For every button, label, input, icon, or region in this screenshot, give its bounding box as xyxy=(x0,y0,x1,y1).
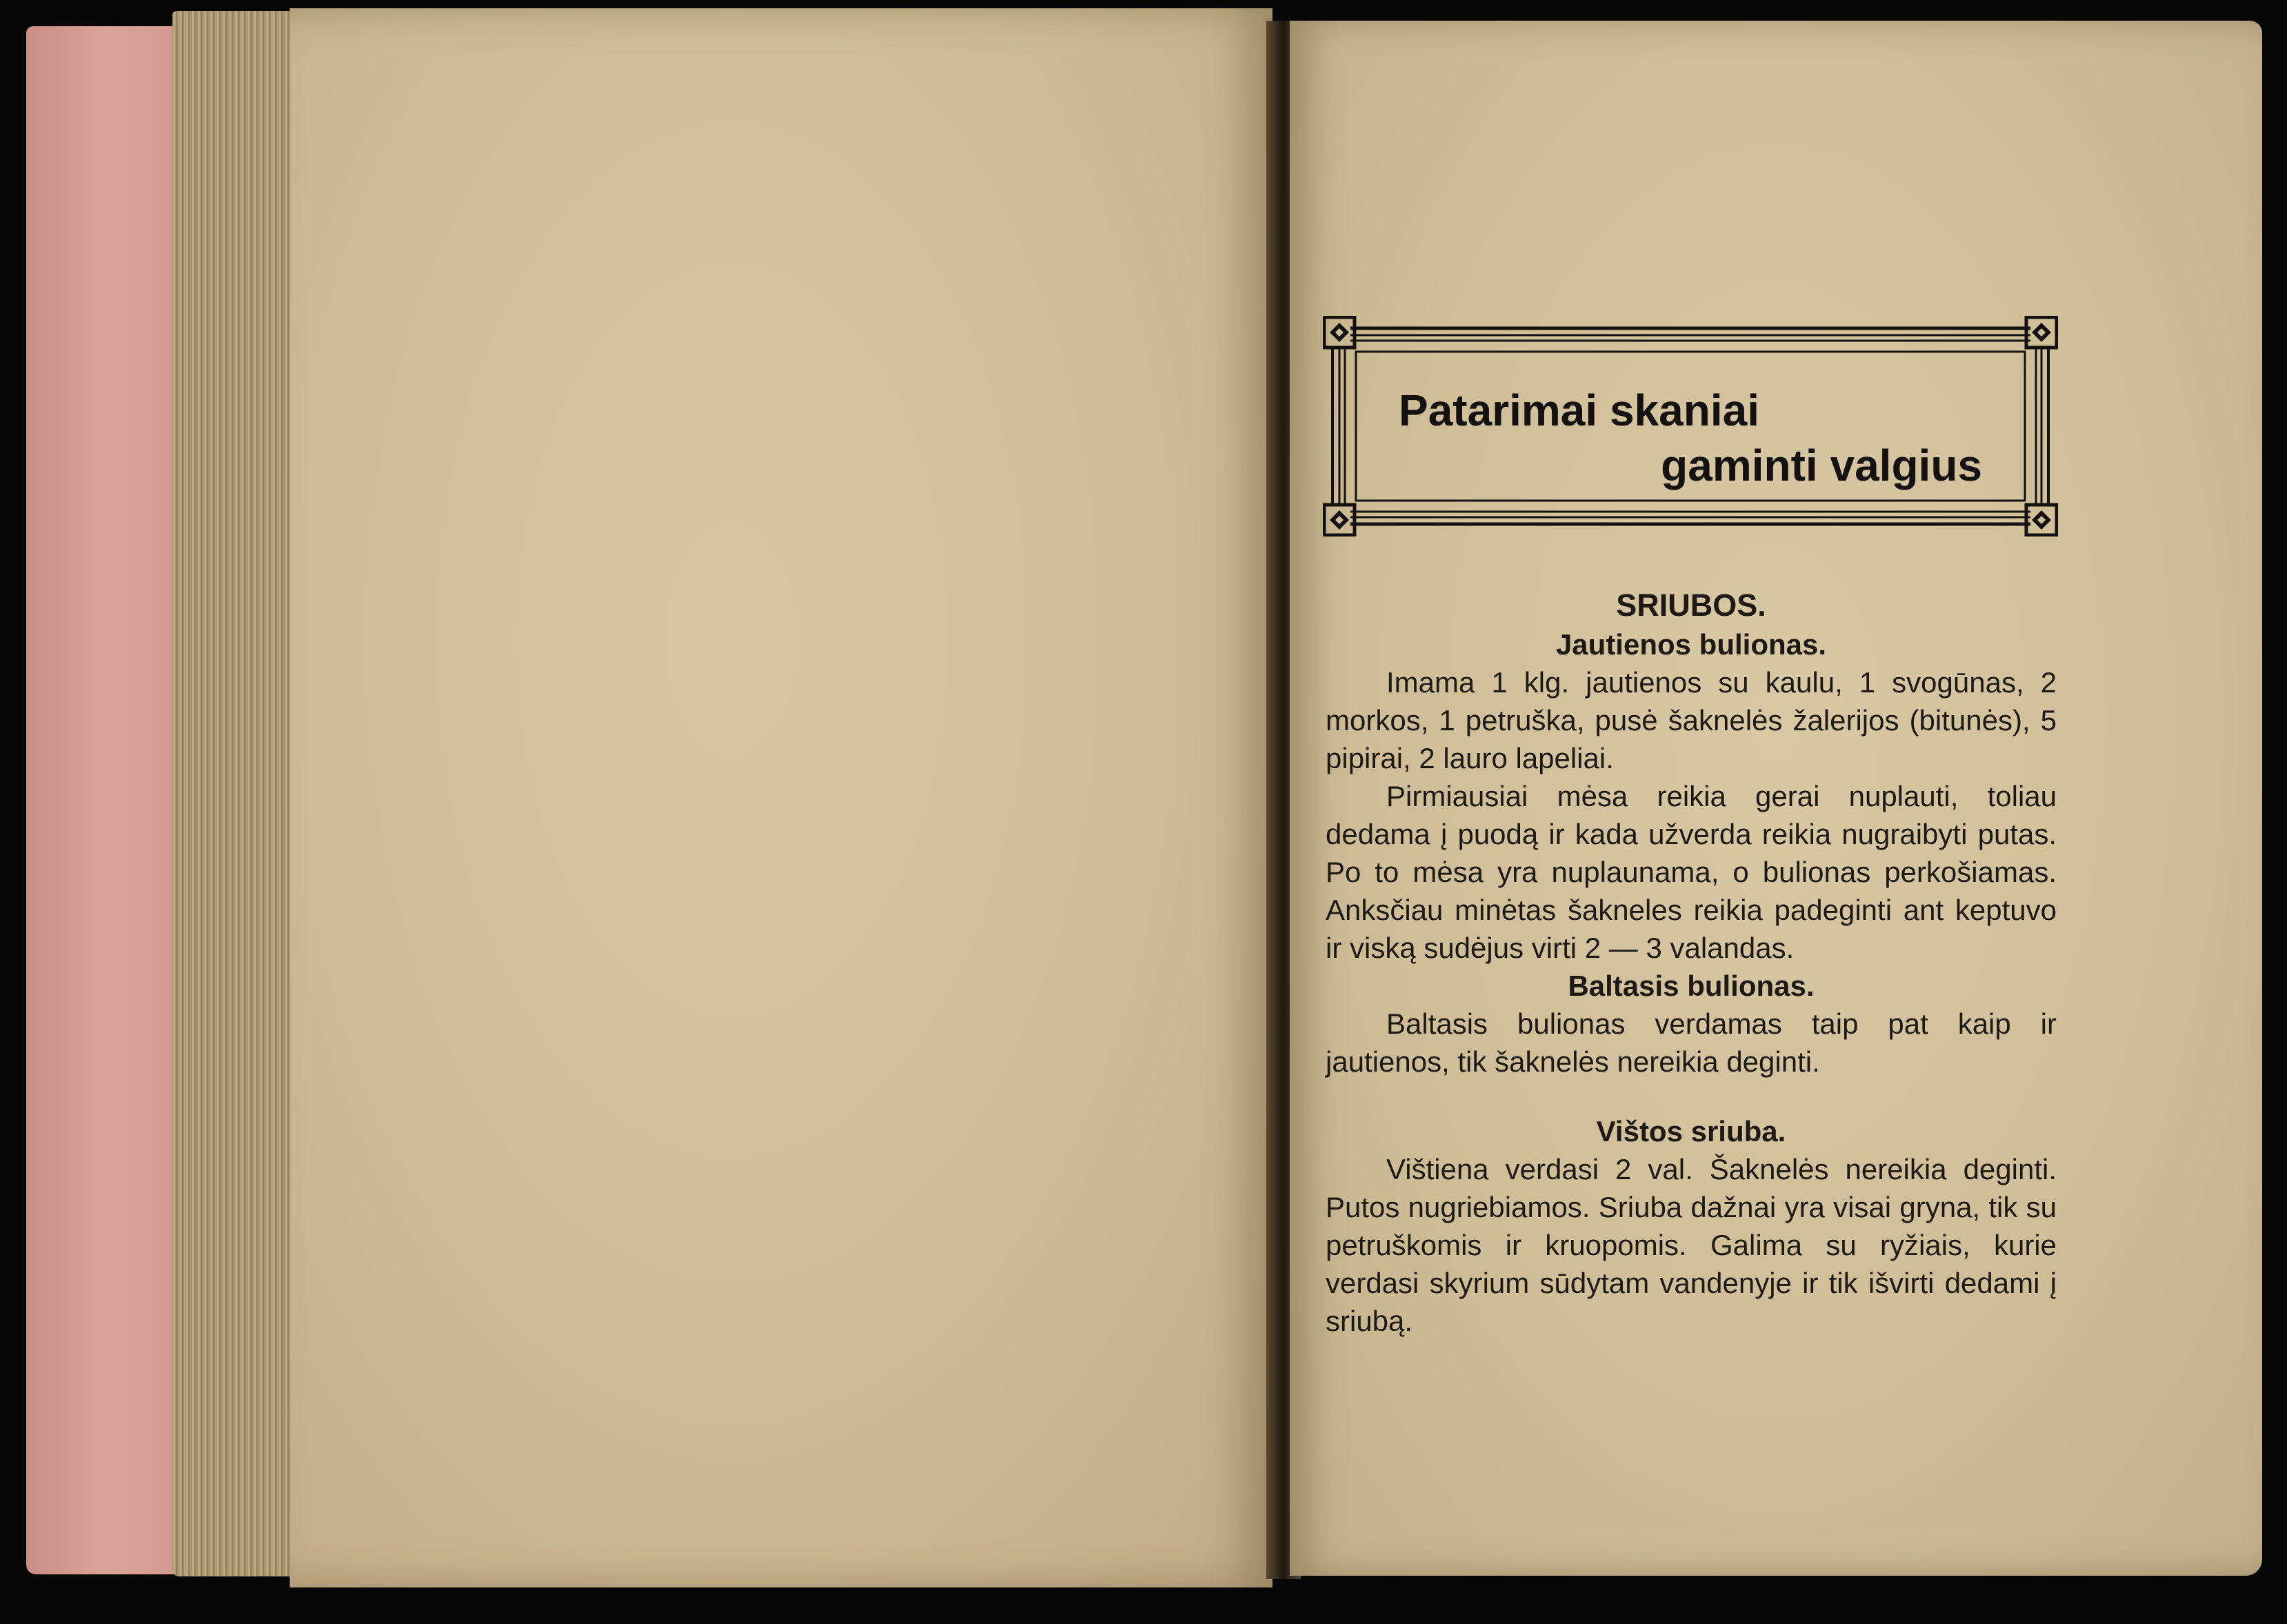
recipe-heading: Baltasis bulionas. xyxy=(1568,970,1815,1002)
title-line-1: Patarimai skaniai xyxy=(1399,385,1759,435)
left-page-blank xyxy=(290,8,1272,1587)
recipe-paragraph: Imama 1 klg. jautienos su kaulu, 1 svogūnas, 2 morkos, 1 petruška, pusė šaknelės žalerijos (bitunės), 5 pipirai, 2 lauro lapeliai. xyxy=(1326,666,2057,774)
recipe-paragraph: Pirmiausiai mėsa reikia gerai nuplauti, toliau dedama į puodą ir kada užverda reikia nugraibyti putas. Po to mėsa yra nuplaunama, o bulionas perkošiamas. Anksčiau minėtas šakneles reikia padeginti ant keptuvo ir viską sudėjus virti 2 — 3 valandas. xyxy=(1326,780,2057,964)
recipe-paragraph: Vištiena verdasi 2 val. Šaknelės nereikia deginti. Putos nugriebiamos. Sriuba dažnai yra visai gryna, tik su petruškomis ir kruopomis. Galima su ryžiais, kurie verdasi skyrium sūdytam vandenyje ir tik išvirti dedami į sriubą. xyxy=(1326,1153,2057,1337)
title-frame xyxy=(1323,316,2058,537)
recipe-text xyxy=(1326,586,2057,1340)
page-stack-edge xyxy=(172,11,303,1576)
title-line-2: gaminti valgius xyxy=(1661,441,1982,490)
recipe-paragraph: Baltasis bulionas verdamas taip pat kaip ir jautienos, tik šaknelės nereikia deginti. xyxy=(1326,1008,2057,1078)
recipe-heading: Vištos sriuba. xyxy=(1596,1115,1786,1147)
section-heading: SRIUBOS. xyxy=(1616,588,1766,623)
recipe-heading: Jautienos bulionas. xyxy=(1555,628,1827,661)
right-page xyxy=(1290,21,2262,1576)
